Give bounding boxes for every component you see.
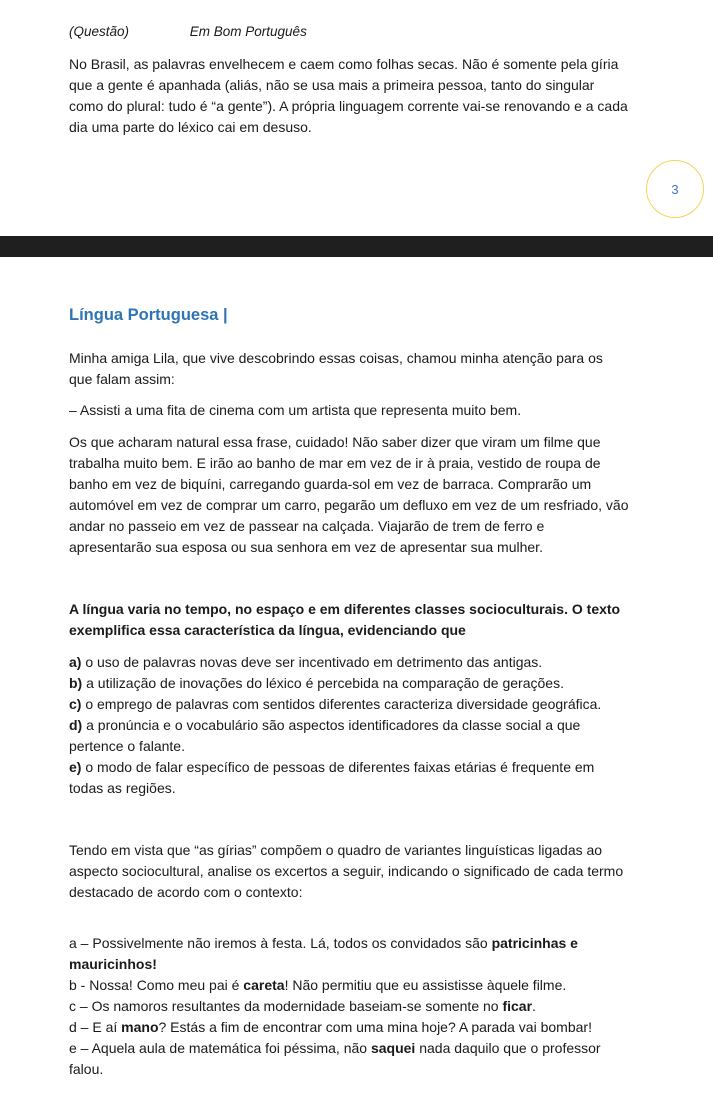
option-letter: d) [69,717,83,733]
excerpt-text: a – Possivelmente não iremos à festa. Lá, todos os convidados são [69,935,492,951]
excerpt-text: ? Estás a fim de encontrar com uma mina hoje? A parada vai bombar! [158,1019,592,1035]
excerpt-text: ! Não permitiu que eu assistisse àquele filme. [284,977,567,993]
text-paragraph-3: Os que acharam natural essa frase, cuidado! Não saber dizer que viram um filme que trabalha muito bem. E irão ao banho de mar em vez de ir à praia, vestido de roupa de banho em vez de biquíni, carregando guarda-sol em vez de barraca. Comprarão um automóvel em vez de comprar um carro, pegarão um defluxo em vez de um resfriado, vão andar no passeio em vez de passear na calçada. Viajarão de trem de ferro e apresentarão sua esposa ou sua senhora em vez de apresentar sua mulher. [69,434,629,555]
slang-question-intro: Tendo em vista que “as gírias” compõem o quadro de variantes linguísticas ligadas ao aspecto sociocultural, analise os excertos a seguir, indicando o significado de cada termo destacado de acordo com o contexto: [69,842,624,900]
option-text: a utilização de inovações do léxico é percebida na comparação de gerações. [86,675,564,691]
highlighted-term: ficar [502,998,533,1014]
source-title: Em Bom Português [189,24,307,39]
text-paragraph-1: Minha amiga Lila, que vive descobrindo essas coisas, chamou minha atenção para os que falam assim: [69,350,603,387]
highlighted-term: careta [243,977,285,993]
option-letter: b) [69,675,83,691]
slang-excerpts [69,933,629,1080]
excerpt-d [69,1017,629,1038]
question-label: (Questão) [69,24,130,39]
option-text: o emprego de palavras com sentidos diferentes caracteriza diversidade geográfica. [85,696,602,712]
option-letter: e) [69,759,82,775]
excerpt-text: c – Os namoros resultantes da modernidade baseiam-se somente no [69,998,503,1014]
option-b[interactable] [69,673,629,694]
excerpt-a [69,933,629,975]
section-title: Língua Portuguesa | [69,306,228,324]
page-separator-bar [0,236,713,257]
option-text: o uso de palavras novas deve ser incentivado em detrimento das antigas. [85,654,543,670]
question-header [69,24,307,39]
highlighted-term: patricinhas e mauricinhos! [69,935,578,972]
option-text: a pronúncia e o vocabulário são aspectos identificadores da classe social a que pertence o falante. [69,717,581,754]
text-paragraph-2: – Assisti a uma fita de cinema com um artista que representa muito bem. [69,402,522,418]
option-d[interactable] [69,715,629,757]
answer-options [69,652,629,799]
option-e[interactable] [69,757,629,799]
option-letter: a) [69,654,82,670]
page-number: 3 [671,181,679,197]
highlighted-term: mano [121,1019,159,1035]
option-a[interactable] [69,652,629,673]
excerpt-text: d – E aí [69,1019,122,1035]
excerpt-text: . [532,998,536,1014]
excerpt-text: nada daquilo que o professor falou. [69,1040,601,1077]
intro-paragraph: No Brasil, as palavras envelhecem e caem como folhas secas. Não é somente pela gíria que a gente é apanhada (aliás, não se usa mais a primeira pessoa, tanto do singular como do plural: tudo é “a gente”). A própria linguagem corrente vai-se renovando e a cada dia uma parte do léxico cai em desuso. [69,56,628,135]
option-text: o modo de falar específico de pessoas de diferentes faixas etárias é frequente em todas as regiões. [69,759,595,796]
previous-page-fragment [0,0,713,236]
option-c[interactable] [69,694,629,715]
excerpt-e [69,1038,629,1080]
excerpt-c [69,996,629,1017]
highlighted-term: saquei [370,1040,416,1056]
excerpt-text: e – Aquela aula de matemática foi péssima, não [69,1040,371,1056]
option-letter: c) [69,696,82,712]
excerpt-b [69,975,629,996]
page-number-badge [646,160,704,218]
question-stem: A língua varia no tempo, no espaço e em diferentes classes socioculturais. O texto exemplifica essa característica da língua, evidenciando que [69,601,621,638]
excerpt-text: b - Nossa! Como meu pai é [69,977,244,993]
